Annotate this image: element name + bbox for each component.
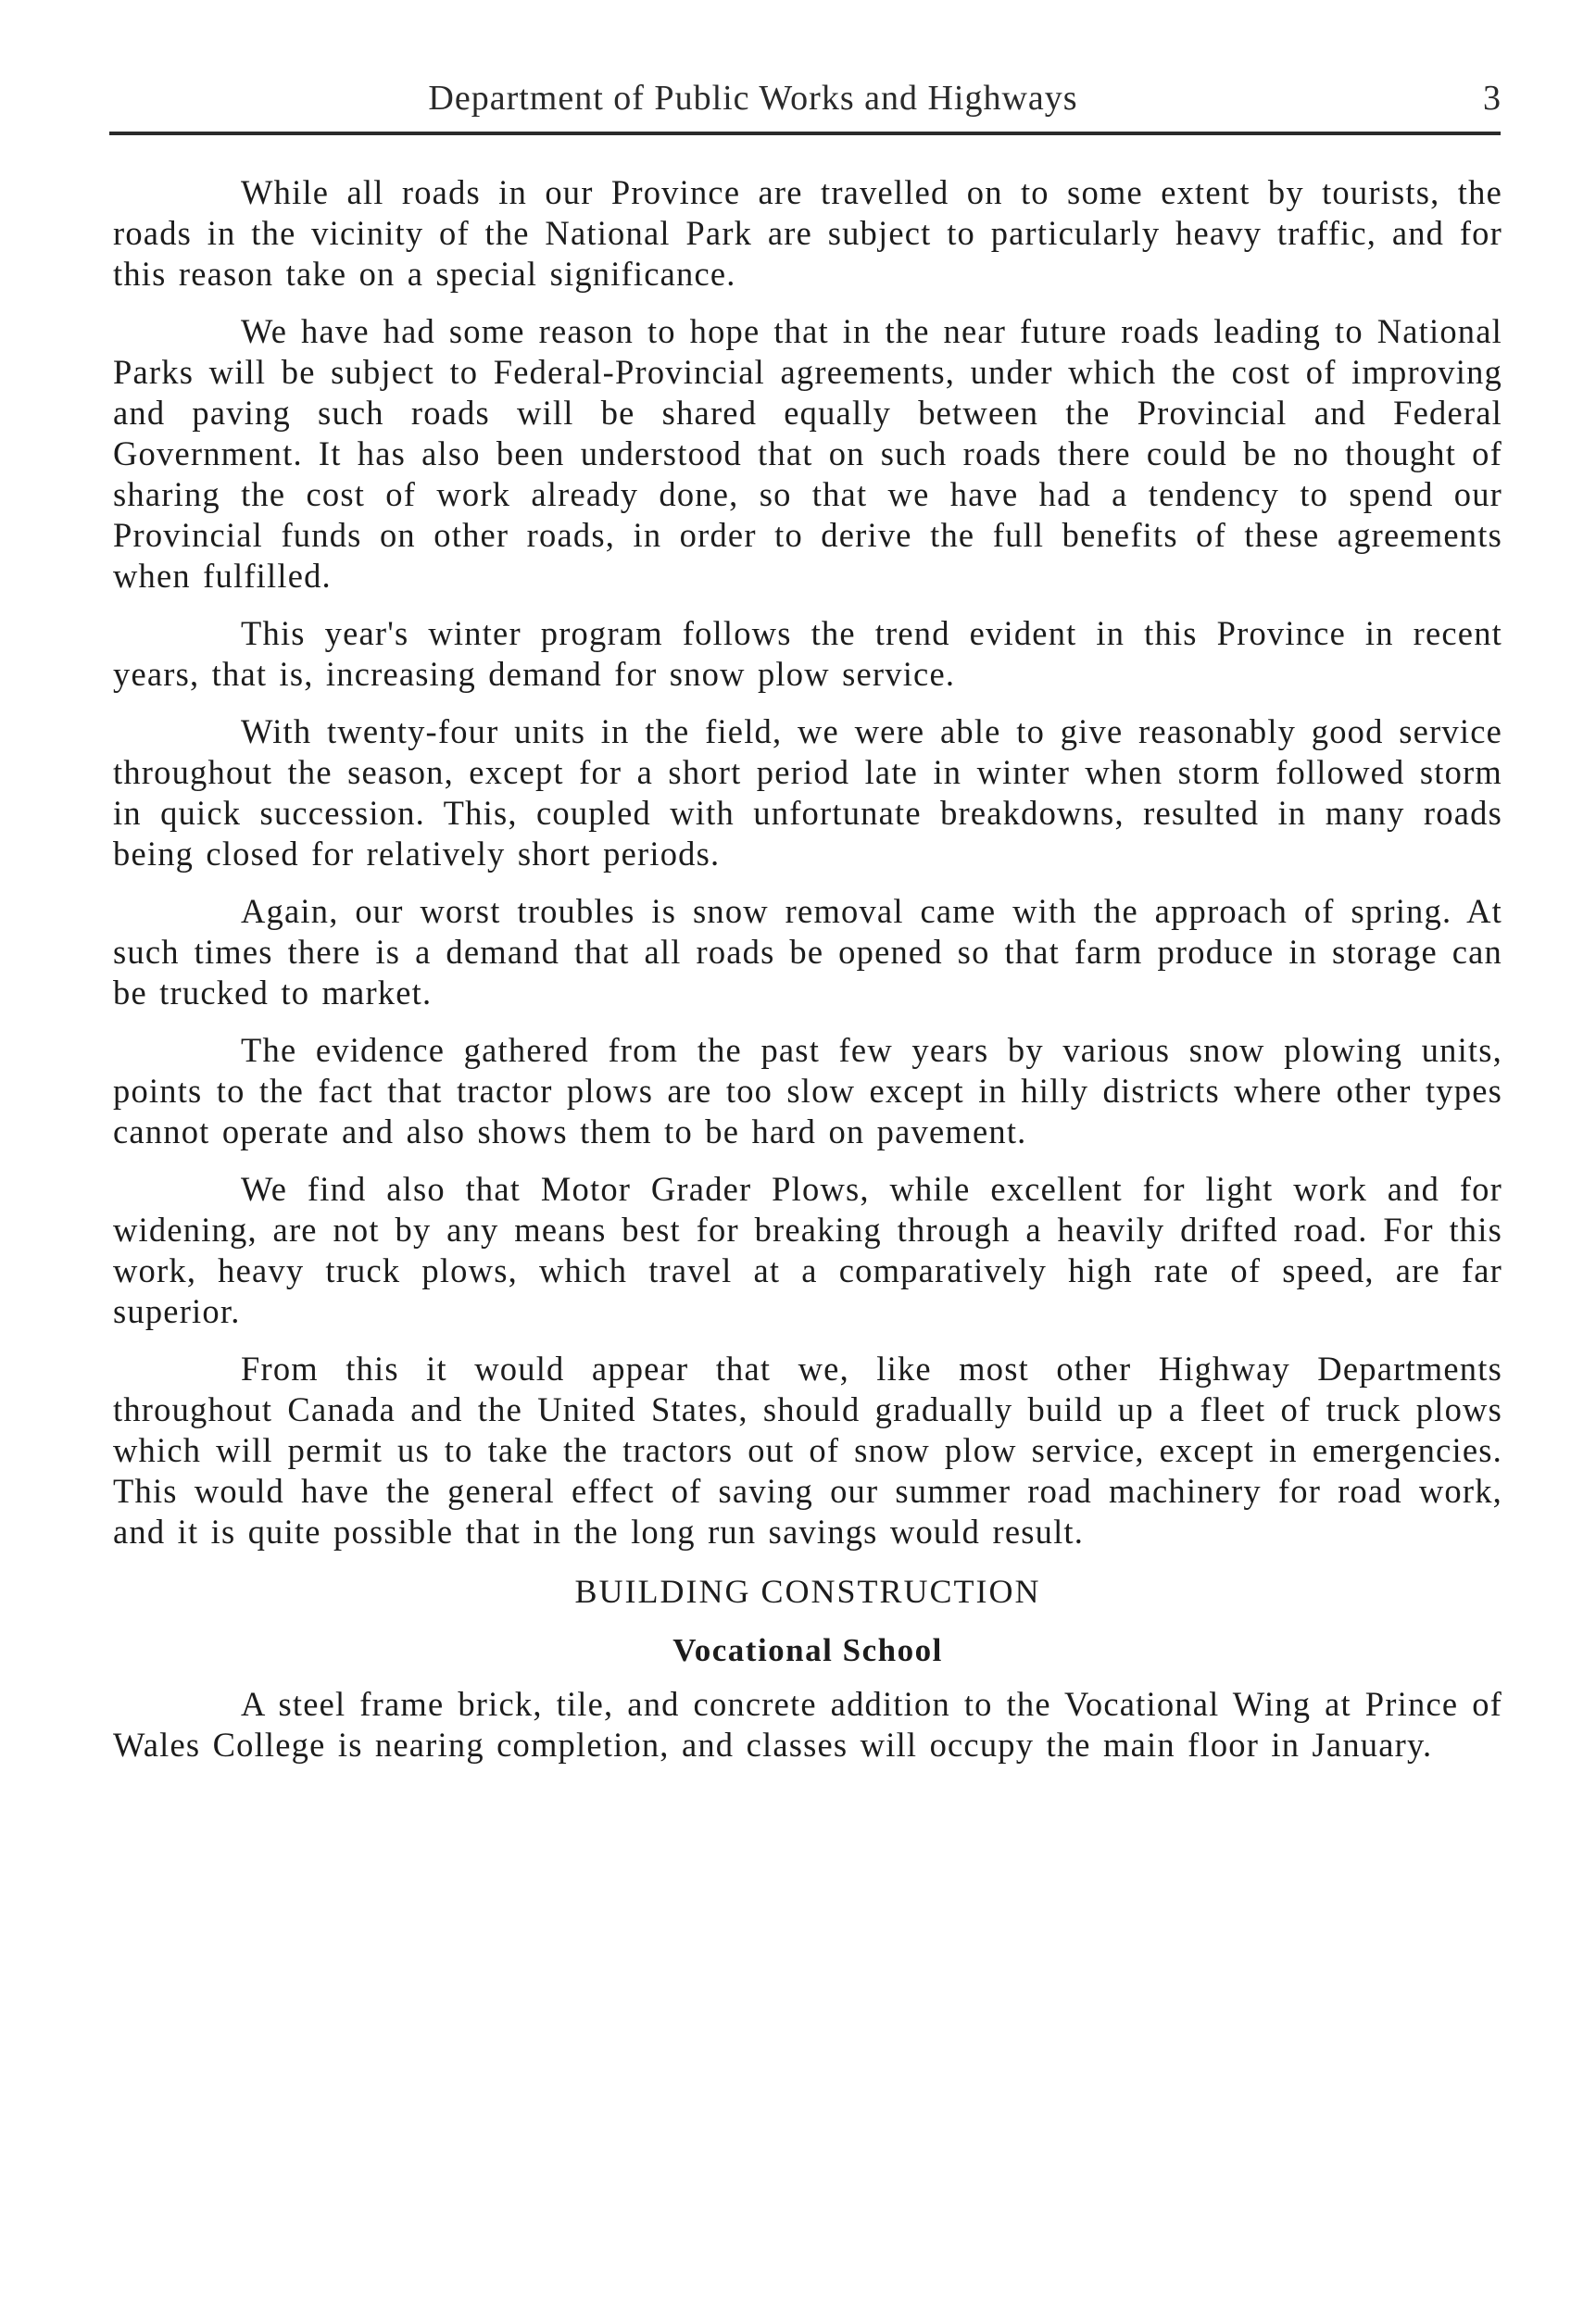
paragraph-truck-plow-fleet: From this it would appear that we, like most other Highway Departments throughout Canada and the United States, should gradually build up a fleet of truck plows which will permit us to take the tractors out of snow plow service, except in emergencies. This would have the general effect of saving our summer road machinery for road work, and it is quite possible that in the long run savings would result. [113,1350,1502,1551]
paragraph-winter-program: This year's winter program follows the trend evident in this Province in recent years, that is, increasing demand for snow plow service. [113,614,1502,693]
paragraph-national-park-traffic: While all roads in our Province are travelled on to some extent by tourists, the roads in the vicinity of the National Park are subject to particularly heavy traffic, and for this reason take on a special significance. [113,173,1502,293]
page-number: 3 [1483,79,1501,118]
paragraph-federal-provincial-agreements: We have had some reason to hope that in the near future roads leading to National Parks will be subject to Federal-Provincial agreements, under which the cost of improving and paving such roads will be shared equally between the Provincial and Federal Government. It has also been understood that on such roads there could be no thought of sharing the cost of work already done, so that we have had a tendency to spend our Provincial funds on other roads, in order to derive the full benefits of these agreements when fulfilled. [113,312,1502,595]
header-rule [109,132,1501,135]
paragraph-spring-snow-removal: Again, our worst troubles is snow removal came with the approach of spring. At such times there is a demand that all roads be opened so that farm produce in storage can be trucked to market. [113,892,1502,1012]
paragraph-vocational-school: A steel frame brick, tile, and concrete addition to the Vocational Wing at Prince of Wales College is nearing completion, and classes will occupy the main floor in January. [113,1685,1502,1764]
running-title: Department of Public Works and Highways [428,79,1078,118]
section-heading: BUILDING CONSTRUCTION [574,1573,1041,1610]
running-header [109,72,1501,128]
paragraph-motor-grader-plows: We find also that Motor Grader Plows, while excellent for light work and for widening, are not by any means best for breaking through a heavily drifted road. For this work, heavy truck plows, which travel at a comparatively high rate of speed, are far superior. [113,1170,1502,1330]
paragraph-tractor-plows: The evidence gathered from the past few years by various snow plowing units, points to the fact that tractor plows are too slow except in hilly districts where other types cannot operate and also shows them to be hard on pavement. [113,1031,1502,1150]
paragraph-snow-plow-units: With twenty-four units in the field, we were able to give reasonably good service throughout the season, except for a short period late in winter when storm followed storm in quick succession. This, coupled with unfortunate breakdowns, resulted in many roads being closed for relatively short periods. [113,712,1502,873]
body-text [113,172,1502,1782]
section-subheading: Vocational School [672,1632,943,1668]
